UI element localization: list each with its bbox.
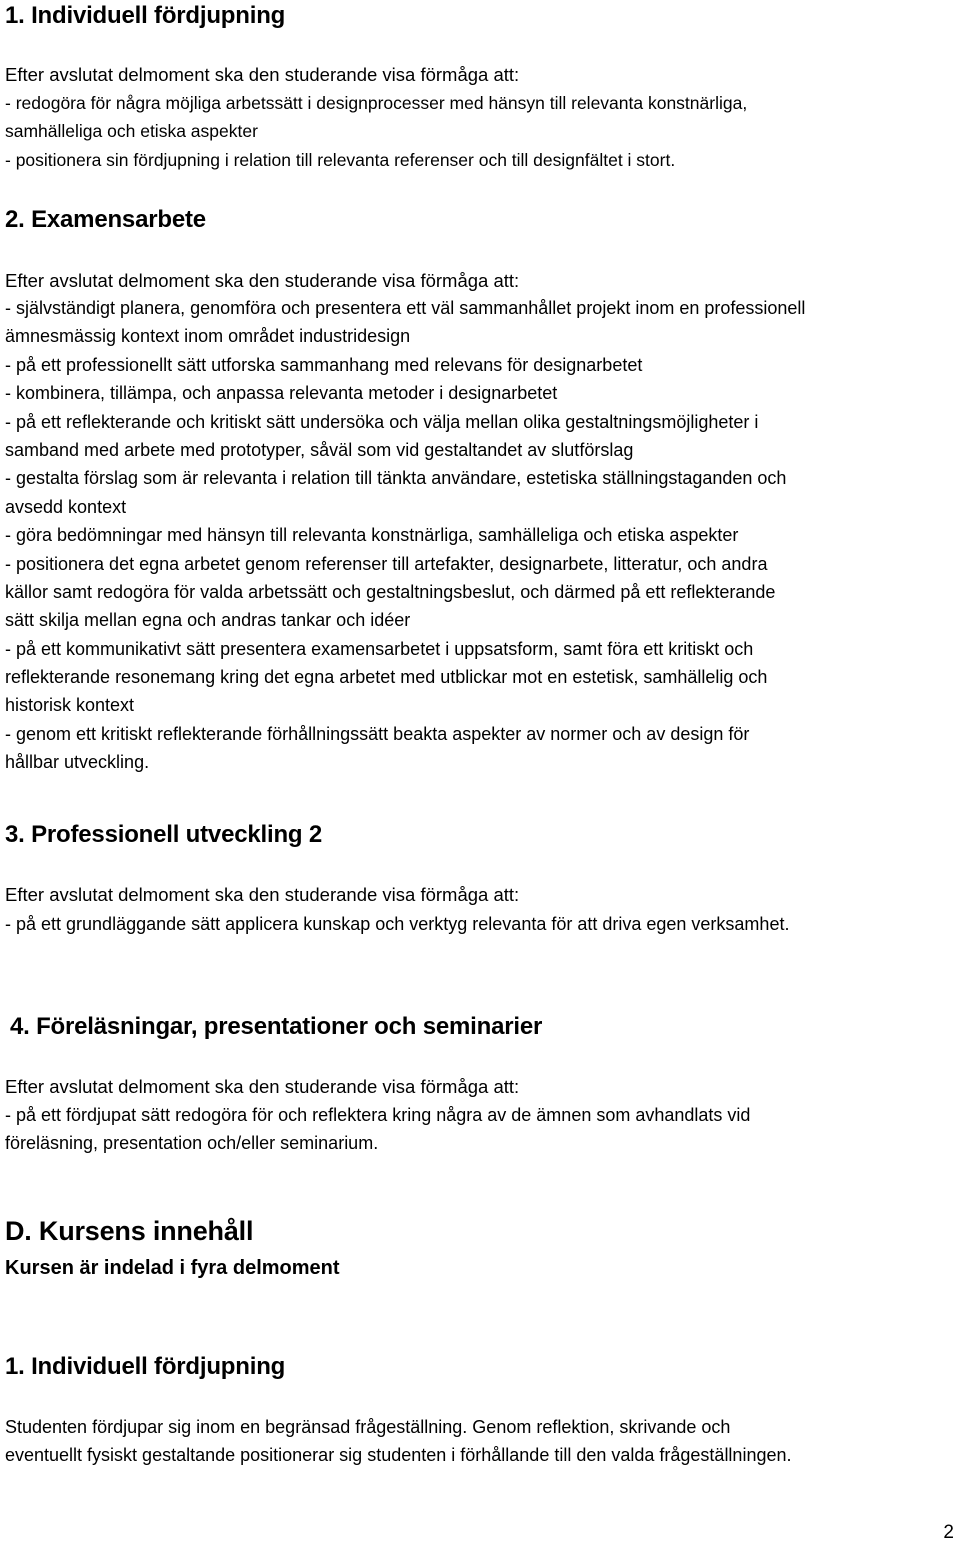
- body-line: - kombinera, tillämpa, och anpassa relevanta metoder i designarbetet: [5, 383, 558, 404]
- body-line: - positionera sin fördjupning i relation till relevanta referenser och till designfältet i stort.: [5, 149, 676, 170]
- section-3-body: [5, 910, 957, 938]
- section-d-subheading: Kursen är indelad i fyra delmoment: [5, 1257, 340, 1279]
- body-line: - redogöra för några möjliga arbetssätt i designprocesser med hänsyn till relevanta konstnärliga,: [5, 93, 748, 113]
- body-line: - på ett fördjupat sätt redogöra för och reflektera kring några av de ämnen som avhandlats vid: [5, 1105, 751, 1125]
- body-line: - på ett kommunikativt sätt presentera examensarbetet i uppsatsform, samt föra ett kritiskt och: [5, 638, 754, 659]
- section-2-body: [5, 294, 957, 777]
- section-4-heading: 4. Föreläsningar, presentationer och seminarier: [10, 1013, 543, 1040]
- section-2-heading: 2. Examensarbete: [5, 206, 206, 233]
- body-line: föreläsning, presentation och/eller seminarium.: [5, 1133, 379, 1154]
- section-1-intro: Efter avslutat delmoment ska den studerande visa förmåga att:: [5, 64, 520, 85]
- body-line: Studenten fördjupar sig inom en begränsad frågeställning. Genom reflektion, skrivande och: [5, 1417, 731, 1437]
- body-line: - positionera det egna arbetet genom referenser till artefakter, designarbete, litteratur, och andra: [5, 553, 768, 574]
- body-line: sätt skilja mellan egna och andras tankar och idéer: [5, 610, 411, 631]
- body-line: hållbar utveckling.: [5, 752, 150, 773]
- body-line: samband med arbete med prototyper, såväl som vid gestaltandet av slutförslag: [5, 439, 634, 460]
- section-1-body: [5, 89, 957, 174]
- body-line: samhälleliga och etiska aspekter: [5, 121, 258, 142]
- section-1-heading: 1. Individuell fördjupning: [5, 2, 286, 29]
- body-line: - göra bedömningar med hänsyn till relevanta konstnärliga, samhälleliga och etiska aspekter: [5, 525, 739, 546]
- body-line: - på ett professionellt sätt utforska sammanhang med relevans för designarbetet: [5, 354, 643, 375]
- body-line: - på ett grundläggande sätt applicera kunskap och verktyg relevanta för att driva egen verksamhet.: [5, 914, 790, 934]
- body-line: - gestalta förslag som är relevanta i relation till tänkta användare, estetiska ställningstaganden och: [5, 468, 787, 489]
- content-1-heading: 1. Individuell fördjupning: [5, 1353, 286, 1380]
- body-line: avsedd kontext: [5, 496, 127, 517]
- section-4-intro: Efter avslutat delmoment ska den studerande visa förmåga att:: [5, 1076, 520, 1097]
- section-3-intro: Efter avslutat delmoment ska den studerande visa förmåga att:: [5, 884, 520, 905]
- section-4-body: [5, 1101, 957, 1158]
- section-3-heading: 3. Professionell utveckling 2: [5, 821, 322, 848]
- body-line: ämnesmässig kontext inom området industridesign: [5, 326, 411, 347]
- section-2-intro: Efter avslutat delmoment ska den studerande visa förmåga att:: [5, 270, 520, 291]
- body-line: historisk kontext: [5, 695, 135, 716]
- body-line: - självständigt planera, genomföra och presentera ett väl sammanhållet projekt inom en professionell: [5, 298, 806, 318]
- body-line: reflekterande resonemang kring det egna arbetet med utblickar mot en estetisk, samhällelig och: [5, 667, 768, 688]
- body-line: eventuellt fysiskt gestaltande positionerar sig studenten i förhållande till den valda frågeställningen.: [5, 1445, 792, 1466]
- body-line: - på ett reflekterande och kritiskt sätt undersöka och välja mellan olika gestaltningsmöjligheter i: [5, 411, 759, 432]
- page-number: 2: [943, 1522, 954, 1543]
- content-1-body: [5, 1413, 957, 1470]
- body-line: källor samt redogöra för valda arbetssätt och gestaltningsbeslut, och därmed på ett reflekterande: [5, 581, 776, 602]
- section-d-heading: D. Kursens innehåll: [5, 1216, 254, 1246]
- body-line: - genom ett kritiskt reflekterande förhållningssätt beakta aspekter av normer och av design för: [5, 723, 750, 744]
